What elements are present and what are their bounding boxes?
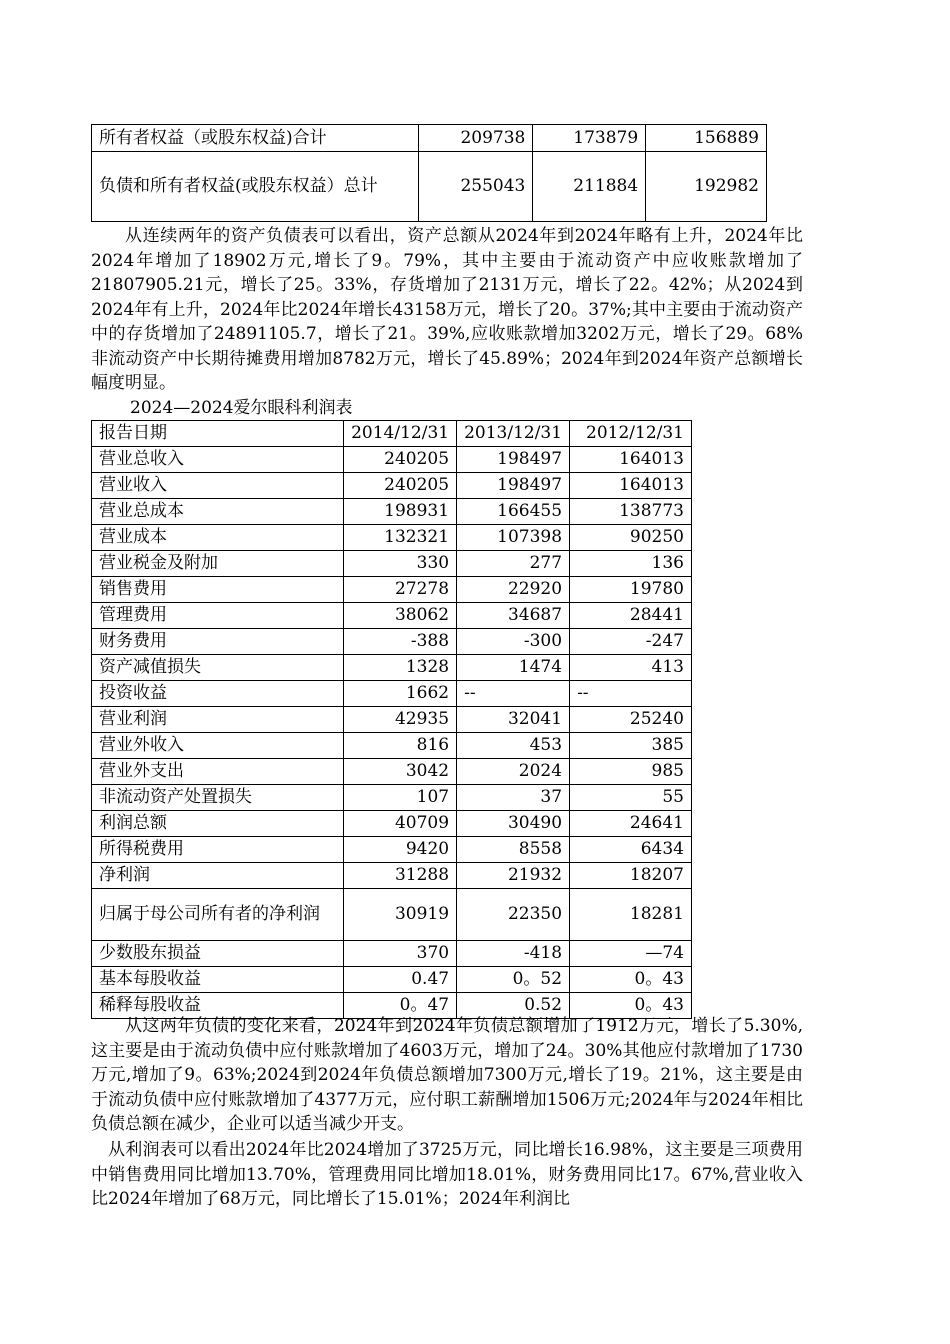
- table-row: [92, 152, 767, 222]
- table-row: [92, 499, 692, 525]
- paragraph-text: 从连续两年的资产负债表可以看出，资产总额从2024年到2024年略有上升，2024年比2024年增加了18902万元,增长了9。79%，其中主要由于流动资产中应收账款增加了21807905.21元，增长了25。33%，存货增加了2131万元，增长了22。42%；从2024到2024年有上升，2024年比2024年增长43158万元，增长了20。37%;其中主要由于流动资产中的存货增加了24891105.7，增长了21。39%,应收账款增加3202万元，增长了29。68%非流动资产中长期待摊费用增加8782万元，增长了45.89%；2024年到2024年资产总额增长幅度明显。: [91, 226, 803, 393]
- cell-value: 198497: [457, 447, 570, 473]
- cell-value: 0。52: [457, 967, 570, 993]
- cell-value: 240205: [344, 473, 457, 499]
- cell-value: 330: [344, 551, 457, 577]
- table-row: [92, 681, 692, 707]
- cell-value: 166455: [457, 499, 570, 525]
- table-row: [92, 655, 692, 681]
- row-label: 所得税费用: [92, 837, 344, 863]
- table-row: [92, 889, 692, 941]
- row-label: 所有者权益（或股东权益)合计: [92, 125, 419, 152]
- balance-summary-table: [91, 124, 767, 222]
- cell-value: --: [570, 681, 692, 707]
- row-label: 少数股东损益: [92, 941, 344, 967]
- cell-value: 32041: [457, 707, 570, 733]
- row-label: 营业总成本: [92, 499, 344, 525]
- cell-value: 107398: [457, 525, 570, 551]
- header-date: 2014/12/31: [344, 421, 457, 447]
- cell-value: -418: [457, 941, 570, 967]
- cell-value: 42935: [344, 707, 457, 733]
- cell-value: 38062: [344, 603, 457, 629]
- cell-value: -300: [457, 629, 570, 655]
- header-date: 2012/12/31: [570, 421, 692, 447]
- cell-value: 19780: [570, 577, 692, 603]
- cell-value: 21932: [457, 863, 570, 889]
- cell-value: 27278: [344, 577, 457, 603]
- table-row: [92, 125, 767, 152]
- table-row: [92, 785, 692, 811]
- row-label: 财务费用: [92, 629, 344, 655]
- table-row: [92, 811, 692, 837]
- cell-value: 240205: [344, 447, 457, 473]
- cell-value: 90250: [570, 525, 692, 551]
- row-label: 利润总额: [92, 811, 344, 837]
- cell-value: 55: [570, 785, 692, 811]
- row-label: 稀释每股收益: [92, 993, 344, 1019]
- table-row: [92, 759, 692, 785]
- cell-value: 164013: [570, 447, 692, 473]
- cell-value: -388: [344, 629, 457, 655]
- cell-value: 31288: [344, 863, 457, 889]
- cell-value: 0。43: [570, 967, 692, 993]
- cell-value: 985: [570, 759, 692, 785]
- cell-value: 0。47: [344, 993, 457, 1019]
- table-row: [92, 967, 692, 993]
- row-label: 营业税金及附加: [92, 551, 344, 577]
- row-label: 资产减值损失: [92, 655, 344, 681]
- row-label: 归属于母公司所有者的净利润: [92, 889, 344, 941]
- table-row: [92, 941, 692, 967]
- row-label: 营业总收入: [92, 447, 344, 473]
- table-row: [92, 707, 692, 733]
- cell-value: 22920: [457, 577, 570, 603]
- cell-value: 9420: [344, 837, 457, 863]
- cell-value: 209738: [418, 125, 533, 152]
- income-statement-title: 2024—2024爱尔眼科利润表: [130, 398, 353, 418]
- row-label: 营业外支出: [92, 759, 344, 785]
- cell-value: 136: [570, 551, 692, 577]
- cell-value: 198497: [457, 473, 570, 499]
- cell-value: 8558: [457, 837, 570, 863]
- cell-value: 25240: [570, 707, 692, 733]
- table-row: [92, 447, 692, 473]
- cell-value: 211884: [533, 152, 646, 222]
- table-row: [92, 837, 692, 863]
- row-label: 营业成本: [92, 525, 344, 551]
- cell-value: 1474: [457, 655, 570, 681]
- table-header-row: [92, 421, 692, 447]
- row-label: 营业利润: [92, 707, 344, 733]
- table-row: [92, 603, 692, 629]
- cell-value: 34687: [457, 603, 570, 629]
- cell-value: 18281: [570, 889, 692, 941]
- cell-value: -247: [570, 629, 692, 655]
- header-label: 报告日期: [92, 421, 344, 447]
- cell-value: 1662: [344, 681, 457, 707]
- cell-value: --: [457, 681, 570, 707]
- cell-value: 370: [344, 941, 457, 967]
- cell-value: 18207: [570, 863, 692, 889]
- cell-value: 22350: [457, 889, 570, 941]
- cell-value: —74: [570, 941, 692, 967]
- cell-value: 138773: [570, 499, 692, 525]
- cell-value: 2024: [457, 759, 570, 785]
- paragraph-text: 从这两年负债的变化来看，2024年到2024年负债总额增加了1912万元，增长了5.30%,这主要是由于流动负债中应付账款增加了4603万元，增加了24。30%其他应付款增加了1730万元,增加了9。63%;2024到2024年负债总额增加7300万元,增长了19。21%，这主要是由于流动负债中应付账款增加了4377万元，应付职工薪酬增加1506万元;2024年与2024年相比负债总额在减少，企业可以适当减少开支。: [91, 1016, 803, 1134]
- cell-value: 132321: [344, 525, 457, 551]
- cell-value: 30490: [457, 811, 570, 837]
- table-row: [92, 551, 692, 577]
- analysis-paragraph-liabilities: [91, 1014, 803, 1137]
- row-label: 基本每股收益: [92, 967, 344, 993]
- cell-value: 816: [344, 733, 457, 759]
- cell-value: 385: [570, 733, 692, 759]
- cell-value: 37: [457, 785, 570, 811]
- row-label: 销售费用: [92, 577, 344, 603]
- cell-value: 164013: [570, 473, 692, 499]
- cell-value: 277: [457, 551, 570, 577]
- row-label: 投资收益: [92, 681, 344, 707]
- cell-value: 0.47: [344, 967, 457, 993]
- row-label: 净利润: [92, 863, 344, 889]
- cell-value: 6434: [570, 837, 692, 863]
- cell-value: 0。43: [570, 993, 692, 1019]
- cell-value: 28441: [570, 603, 692, 629]
- cell-value: 40709: [344, 811, 457, 837]
- row-label: 营业收入: [92, 473, 344, 499]
- cell-value: 30919: [344, 889, 457, 941]
- cell-value: 3042: [344, 759, 457, 785]
- paragraph-text: 从利润表可以看出2024年比2024增加了3725万元，同比增长16.98%，这主要是三项费用中销售费用同比增加13.70%，管理费用同比增加18.01%，财务费用同比17。67%,营业收入比2024年增加了68万元，同比增长了15.01%；2024年利润比: [91, 1140, 803, 1209]
- table-row: [92, 733, 692, 759]
- analysis-paragraph-profit: [91, 1138, 803, 1212]
- cell-value: 192982: [646, 152, 767, 222]
- table-row: [92, 863, 692, 889]
- analysis-paragraph-assets: [91, 224, 803, 396]
- table-row: [92, 473, 692, 499]
- cell-value: 453: [457, 733, 570, 759]
- cell-value: 173879: [533, 125, 646, 152]
- row-label: 管理费用: [92, 603, 344, 629]
- cell-value: 24641: [570, 811, 692, 837]
- row-label: 负债和所有者权益(或股东权益）总计: [92, 152, 419, 222]
- header-date: 2013/12/31: [457, 421, 570, 447]
- cell-value: 0.52: [457, 993, 570, 1019]
- income-statement-table: [91, 420, 692, 1019]
- cell-value: 156889: [646, 125, 767, 152]
- table-row: [92, 629, 692, 655]
- cell-value: 1328: [344, 655, 457, 681]
- cell-value: 255043: [418, 152, 533, 222]
- cell-value: 107: [344, 785, 457, 811]
- table-row: [92, 577, 692, 603]
- cell-value: 198931: [344, 499, 457, 525]
- row-label: 非流动资产处置损失: [92, 785, 344, 811]
- cell-value: 413: [570, 655, 692, 681]
- table-row: [92, 525, 692, 551]
- row-label: 营业外收入: [92, 733, 344, 759]
